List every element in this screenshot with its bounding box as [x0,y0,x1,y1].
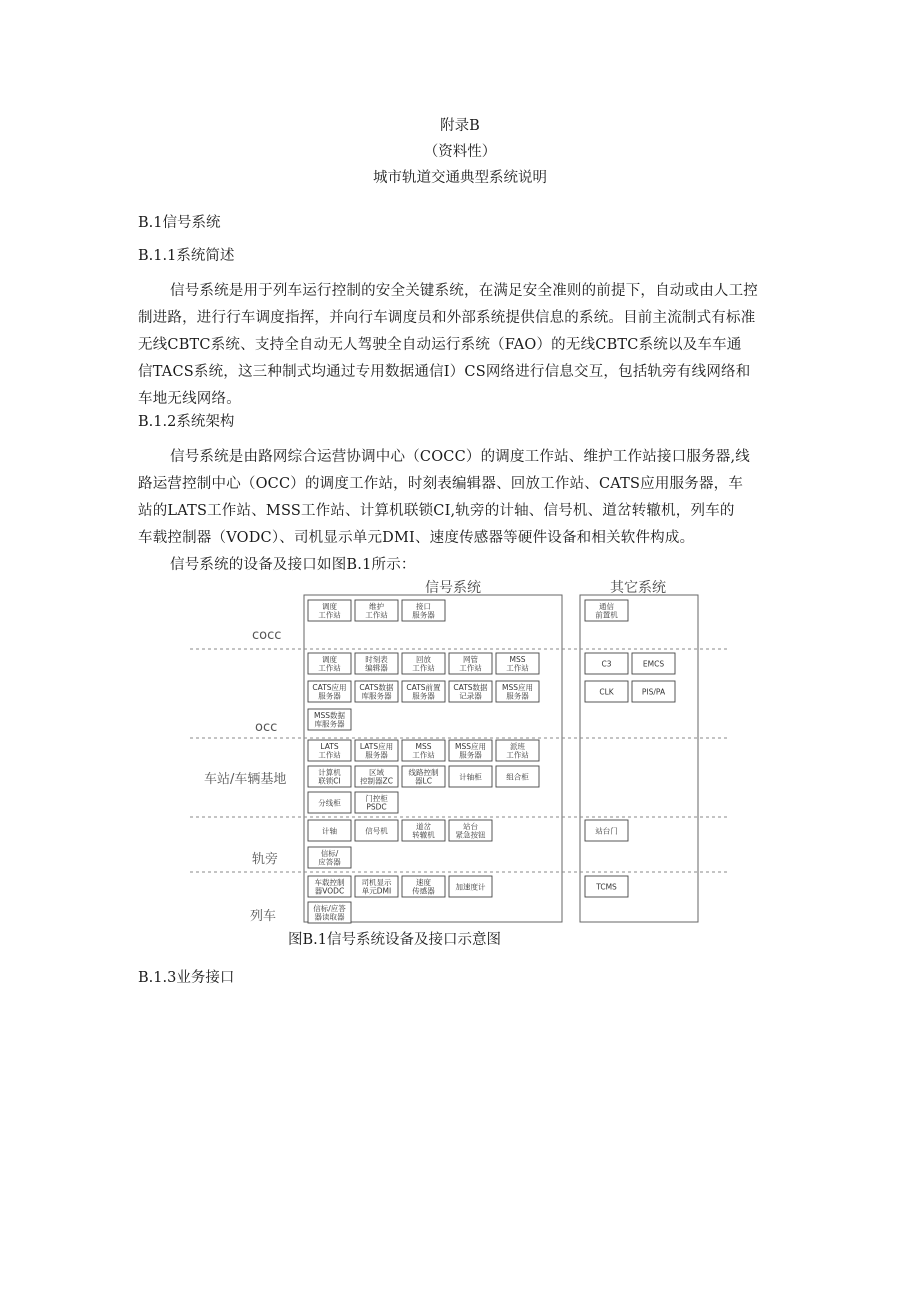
device-box-label: 前置机 [595,610,618,620]
device-box-label: 服务器 [412,610,435,620]
section-b11-heading: B.1.1系统简述 [138,248,235,264]
paragraph-line: 站的LATS工作站、MSS工作站、计算机联锁CI,轨旁的计轴、信号机、道岔转辙机，列车的 [138,503,735,519]
device-box-label: 服务器 [412,691,435,701]
zone-label-occ: occ [255,720,278,735]
other-device-box [632,681,675,702]
paragraph-line: 车载控制器（VODC）、司机显示单元DMI、速度传感器等硬件设备和相关软件构成。 [138,530,695,546]
device-box-label: MSS [509,655,526,664]
device-box-label: 服务器 [459,750,482,760]
device-box-label: 传感器 [412,886,435,896]
device-box-label: 加速度计 [455,882,486,892]
device-box-label: 信标/ [320,849,339,858]
track-device-box [308,847,351,868]
occ-device-box [449,681,492,702]
device-box-label: 派班 [510,742,525,751]
paragraph-line: 车地无线网络。 [138,391,241,407]
device-box-label: 联锁CI [318,776,341,786]
device-box-label: 调度 [322,655,337,664]
appendix-subtitle: 城市轨道交通典型系统说明 [373,170,547,186]
device-box-label: PSDC [366,802,387,812]
device-box-label: C3 [601,659,612,669]
occ-device-box [496,653,539,674]
header-signal-system: 信号系统 [425,580,481,596]
occ-device-box [449,653,492,674]
occ-device-box [402,681,445,702]
signal-system-figure [0,575,920,935]
device-box-label: LATS应用 [359,742,394,751]
other-device-box [585,681,628,702]
device-box-label: 工作站 [412,663,435,673]
paragraph-line: 信TACS系统，这三种制式均通过专用数据通信I）CS网络进行信息交互，包括轨旁有线网络和 [138,364,751,380]
device-box-label: 转辙机 [412,830,435,840]
section-b11-body [138,278,788,413]
section-b13-heading: B.1.3业务接口 [138,970,235,986]
paragraph-line: 信号系统是用于列车运行控制的安全关键系统，在满足安全准则的前提下，自动或由人工控 [170,283,758,299]
other-systems-frame [580,595,698,922]
device-box-label: 器LC [415,776,432,786]
cocc-device-box [355,600,398,621]
device-box-label: 信号机 [365,826,388,836]
cocc-device-box [402,600,445,621]
paragraph-line: 信号系统是由路网综合运营协调中心（COCC）的调度工作站、维护工作站接口服务器,线 [170,449,750,465]
device-box-label: 组合柜 [506,772,529,782]
device-box-label: CATS数据 [453,683,488,692]
device-box-label: 司机显示 [361,878,392,887]
other-device-box [632,653,675,674]
other-device-box [585,600,628,621]
device-box-label: 工作站 [318,610,341,620]
paragraph-line: 路运营控制中心（OCC）的调度工作站，时刻表编辑器、回放工作站、CATS应用服务器，车 [138,476,744,492]
device-box-label: 工作站 [412,750,435,760]
device-box-label: 库服务器 [361,691,392,701]
cocc-device-box [308,600,351,621]
device-box-label: 线路控制 [408,768,439,777]
occ-device-box [308,681,351,702]
device-box-label: 工作站 [318,663,341,673]
device-box-label: 接口 [416,602,431,611]
paragraph-line: 无线CBTC系统、支持全自动无人驾驶全自动运行系统（FAO）的无线CBTC系统以及车车通 [138,337,742,353]
station-device-box [308,740,351,761]
device-box-label: 编辑器 [365,663,388,673]
zone-label-station: 车站/车辆基地 [204,772,287,787]
device-box-label: MSS [415,742,432,751]
device-box-label: 网管 [463,655,478,664]
station-device-box [496,766,539,787]
occ-device-box [496,681,539,702]
device-box-label: PIS/PA [641,687,666,697]
device-box-label: 器VODC [314,886,345,896]
paragraph-line: 制进路，进行行车调度指挥，并向行车调度员和外部系统提供信息的系统。目前主流制式有标准 [138,310,756,326]
device-box-label: CATS应用 [312,683,347,692]
track-device-box [402,820,445,841]
device-box-label: LATS [320,742,339,751]
device-box-label: MSS应用 [502,683,533,692]
device-box-label: 工作站 [459,663,482,673]
appendix-nature: （资料性） [423,144,497,160]
device-box-label: 计轴柜 [459,772,482,782]
section-b1-heading: B.1信号系统 [138,215,221,231]
device-box-label: 工作站 [506,750,529,760]
device-box-label: 工作站 [318,750,341,760]
device-box-label: MSS应用 [455,742,486,751]
train-device-box [355,876,398,897]
device-box-label: CATS前置 [406,683,441,692]
occ-device-box [308,709,351,730]
device-box-label: 速度 [416,878,431,887]
device-box-label: 回放 [416,655,431,664]
device-box-label: CLK [599,687,614,697]
device-box-label: 时刻表 [365,655,388,664]
device-box-label: 器读取器 [314,912,345,922]
station-device-box [355,766,398,787]
other-device-box [585,653,628,674]
zone-label-cocc: cocc [252,628,282,643]
device-box-label: 紧急按钮 [455,830,486,840]
device-box-label: 分线柜 [318,798,341,808]
signal-system-diagram [0,575,920,935]
device-box-label: 应答器 [318,857,341,867]
header-other-systems: 其它系统 [610,580,666,596]
device-box-label: 调度 [322,602,337,611]
device-box-label: 服务器 [318,691,341,701]
station-device-box [355,792,398,813]
device-box-label: 库服务器 [314,719,345,729]
train-device-box [402,876,445,897]
station-device-box [308,792,351,813]
occ-device-box [402,653,445,674]
station-device-box [496,740,539,761]
occ-device-box [355,681,398,702]
track-device-box [308,820,351,841]
device-box-label: TCMS [596,882,617,892]
device-box-label: 道岔 [416,822,431,831]
station-device-box [355,740,398,761]
device-box-label: 通信 [599,602,614,611]
device-box-label: 信标/应答 [313,904,346,913]
train-device-box [308,902,351,923]
occ-device-box [308,653,351,674]
section-b12-heading: B.1.2系统架构 [138,414,235,430]
device-box-label: 服务器 [506,691,529,701]
device-box-label: 控制器ZC [360,776,393,786]
section-b12-body [138,444,788,579]
device-box-label: 门控柜 [365,794,388,803]
track-device-box [449,820,492,841]
station-device-box [449,740,492,761]
device-box-label: 工作站 [365,610,388,620]
train-device-box [449,876,492,897]
device-box-label: 维护 [369,602,384,611]
other-device-box [585,876,628,897]
device-box-label: 区域 [369,768,384,777]
zone-label-train: 列车 [250,909,277,924]
train-device-box [308,876,351,897]
figure-caption: 图B.1信号系统设备及接口示意图 [288,932,501,948]
device-box-label: CATS数据 [359,683,394,692]
appendix-title: 附录B [440,118,480,134]
track-device-box [355,820,398,841]
other-device-box [585,820,628,841]
station-device-box [449,766,492,787]
device-box-label: MSS数据 [314,711,345,720]
station-device-box [402,766,445,787]
device-box-label: 车载控制 [314,878,345,887]
zone-label-trackside: 轨旁 [252,852,279,867]
device-box-label: EMCS [642,659,665,669]
occ-device-box [355,653,398,674]
device-box-label: 单元DMI [361,886,392,896]
station-device-box [402,740,445,761]
device-box-label: 计轴 [322,826,337,836]
device-box-label: 服务器 [365,750,388,760]
station-device-box [308,766,351,787]
paragraph-line: 信号系统的设备及接口如图B.1所示： [170,557,416,573]
device-box-label: 计算机 [318,768,341,777]
device-box-label: 站台 [463,822,478,831]
device-box-label: 记录器 [459,691,482,701]
device-box-label: 站台门 [595,826,618,836]
device-box-label: 工作站 [506,663,529,673]
